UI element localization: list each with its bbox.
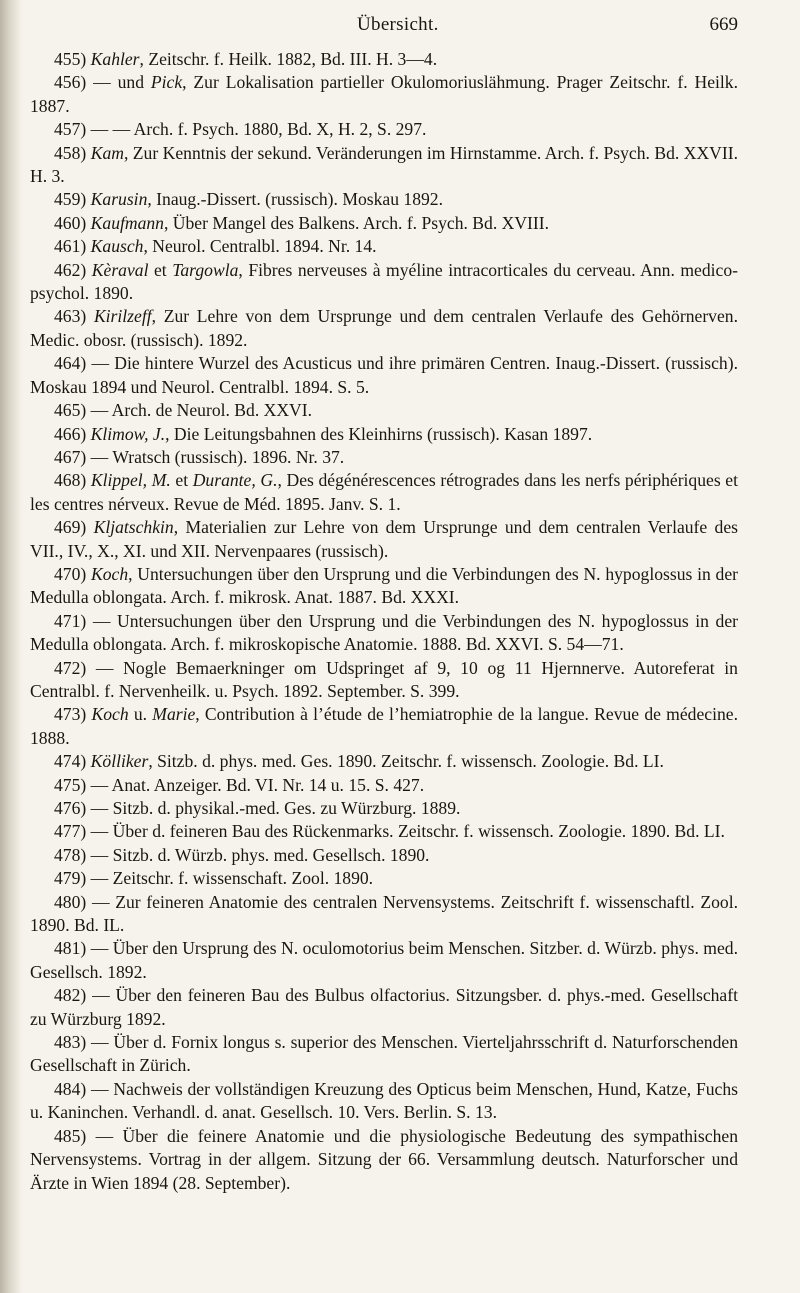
entry-citation: — Nogle Bemaerkninger om Udspringet af 9, 10 og 11 Hjernnerve. Autoreferat in Centralbl. f. Nervenheilk. u. Psych. 1892. September. S. 399. <box>30 657 738 701</box>
entry-number: 467) <box>54 446 87 467</box>
bibliography-entry <box>30 1078 738 1125</box>
entry-number: 460) <box>54 212 87 233</box>
bibliography-entry <box>30 750 738 773</box>
bibliography-entry <box>30 797 738 820</box>
bibliography-entry <box>30 516 738 563</box>
entry-number: 477) <box>54 821 87 842</box>
entry-number: 468) <box>54 470 87 491</box>
entry-citation: — Anat. Anzeiger. Bd. VI. Nr. 14 u. 15. S. 427. <box>90 774 425 795</box>
bibliography-entry <box>30 188 738 211</box>
entry-citation: — Über die feinere Anatomie und die physiologische Bedeutung des sympathischen Nervensystems. Vortrag in der allgem. Sitzung der 66. Versammlung deutsch. Naturforscher und Ärzte in Wien 1894 (28. September). <box>30 1125 738 1193</box>
entry-citation: , Inaug.-Dissert. (russisch). Moskau 1892. <box>147 189 444 210</box>
entry-number: 484) <box>54 1078 87 1099</box>
running-title: Übersicht. <box>357 14 439 35</box>
entry-citation: , Fibres nerveuses à myéline intracorticales du cerveau. Ann. medico-psychol. 1890. <box>30 259 739 304</box>
entry-coauthor: Marie <box>152 704 196 725</box>
entry-author: Kölliker <box>90 751 149 772</box>
bibliography-entry <box>30 703 738 750</box>
entry-number: 475) <box>54 774 87 795</box>
bibliography-entry <box>30 423 738 446</box>
entry-citation: — Wratsch (russisch). 1896. Nr. 37. <box>90 446 345 467</box>
bibliography-entry <box>30 235 738 258</box>
bibliography-entry <box>30 212 738 235</box>
entry-connector: — und <box>93 72 151 93</box>
bibliography-entry <box>30 48 738 71</box>
bibliography-entry <box>30 774 738 797</box>
entry-number: 465) <box>54 400 87 421</box>
entry-author: Klippel, M. <box>90 470 171 491</box>
entry-citation: , Sitzb. d. phys. med. Ges. 1890. Zeitschr. f. wissensch. Zoologie. Bd. LI. <box>148 751 664 772</box>
entry-number: 479) <box>54 868 87 889</box>
bibliography-entry <box>30 891 738 938</box>
entry-number: 483) <box>54 1032 87 1053</box>
bibliography-entry <box>30 984 738 1031</box>
entry-citation: , Zur Lokalisation partieller Okulomoriuslähmung. Prager Zeitschr. f. Heilk. 1887. <box>30 72 738 116</box>
bibliography-entry <box>30 1125 738 1195</box>
entry-number: 473) <box>54 704 87 725</box>
entry-number: 456) <box>54 72 87 93</box>
bibliography-entry <box>30 71 738 118</box>
entry-number: 474) <box>54 751 87 772</box>
entry-connector: u. <box>128 704 153 725</box>
entry-author: Kahler <box>90 49 140 69</box>
bibliography-entry <box>30 820 738 843</box>
bibliography-entry <box>30 867 738 890</box>
entry-number: 480) <box>54 891 87 912</box>
entry-number: 455) <box>54 49 87 69</box>
entry-author: Karusin <box>90 189 148 210</box>
entry-number: 458) <box>54 142 87 163</box>
entry-number: 464) <box>54 353 87 374</box>
bibliography-entry <box>30 937 738 984</box>
entry-citation: — Die hintere Wurzel des Acusticus und ihre primären Centren. Inaug.-Dissert. (russisch). Moskau 1894 und Neurol. Centralbl. 1894. S. 5. <box>30 353 738 397</box>
entry-citation: , Zur Kenntnis der sekund. Veränderungen im Hirnstamme. Arch. f. Psych. Bd. XXVII. H. 3. <box>30 142 738 187</box>
bibliography-entry <box>30 446 738 469</box>
entry-citation: — — Arch. f. Psych. 1880, Bd. X, H. 2, S. 297. <box>90 119 427 140</box>
entry-connector: et <box>148 259 173 280</box>
entry-citation: — Zeitschr. f. wissenschaft. Zool. 1890. <box>90 868 374 889</box>
entry-citation: — Arch. de Neurol. Bd. XXVI. <box>90 400 313 421</box>
entry-coauthor: Targowla <box>172 259 239 280</box>
bibliography-entry <box>30 305 738 352</box>
entry-author: Koch <box>91 563 129 584</box>
entry-citation: , Untersuchungen über den Ursprung und die Verbindungen des N. hypoglossus in der Medulla oblongata. Arch. f. mikrosk. Anat. 1887. Bd. XXXI. <box>30 563 738 608</box>
entry-citation: — Über d. Fornix longus s. superior des Menschen. Vierteljahrsschrift d. Naturforschenden Gesellschaft in Zürich. <box>30 1032 739 1076</box>
entry-citation: — Sitzb. d. Würzb. phys. med. Gesellsch. 1890. <box>90 844 430 865</box>
entry-citation: , Des dégénérescences rétrogrades dans les nerfs périphériques et les centres nérveux. Revue de Méd. 1895. Janv. S. 1. <box>30 470 739 514</box>
entry-author: Kam <box>90 142 124 163</box>
entry-coauthor: Pick <box>150 72 183 93</box>
entry-number: 461) <box>54 236 87 257</box>
entry-number: 462) <box>54 259 87 280</box>
entry-citation: , Zeitschr. f. Heilk. 1882, Bd. III. H. 3—4. <box>139 49 438 69</box>
entry-citation: — Über den Ursprung des N. oculomotorius beim Menschen. Sitzber. d. Würzb. phys. med. Gesellsch. 1892. <box>30 938 738 982</box>
bibliography-entry <box>30 563 738 610</box>
bibliography-entry <box>30 610 738 657</box>
bibliography-entry <box>30 352 738 399</box>
entry-number: 471) <box>54 610 87 631</box>
entry-citation: , Zur Lehre von dem Ursprunge und dem centralen Verlaufe des Gehörnerven. Medic. obosr. (russisch). 1892. <box>30 306 738 350</box>
entry-author: Kaufmann <box>90 212 164 233</box>
entry-number: 476) <box>54 798 87 818</box>
bibliography-entry <box>30 1031 738 1078</box>
entry-citation: — Untersuchungen über den Ursprung und die Verbindungen des N. hypoglossus in der Medulla oblongata. Arch. f. mikroskopische Anatomie. 1888. Bd. XXVI. S. 54—71. <box>30 610 739 655</box>
entry-author: Kèraval <box>91 259 149 280</box>
entry-number: 482) <box>54 985 87 1006</box>
entry-citation: — Über den feineren Bau des Bulbus olfactorius. Sitzungsber. d. phys.-med. Gesellschaft zu Würzburg 1892. <box>30 985 738 1029</box>
entry-number: 485) <box>54 1125 87 1146</box>
entry-author: Klimow, J. <box>90 423 166 444</box>
bibliography-entry <box>30 657 738 704</box>
entry-author: Koch <box>91 704 129 725</box>
bibliography-entry <box>30 844 738 867</box>
entry-citation: , Materialien zur Lehre von dem Ursprunge und dem centralen Verlaufe des VII., IV., X., XI. und XII. Nervenpaares (russisch). <box>30 517 738 561</box>
bibliography-entry <box>30 259 738 306</box>
page-number: 669 <box>709 14 738 35</box>
page-binding-shadow <box>0 0 22 1293</box>
entry-citation: , Über Mangel des Balkens. Arch. f. Psych. Bd. XVIII. <box>163 212 550 233</box>
entry-number: 472) <box>54 657 87 678</box>
entry-citation: — Sitzb. d. physikal.-med. Ges. zu Würzburg. 1889. <box>90 798 461 818</box>
entry-citation: , Contribution à l’étude de l’hemiatrophie de la langue. Revue de médecine. 1888. <box>30 704 738 748</box>
bibliography-entry <box>30 399 738 422</box>
entry-author: Kausch <box>90 236 144 257</box>
bibliography-entry <box>30 118 738 141</box>
entry-number: 470) <box>54 563 87 584</box>
entry-number: 478) <box>54 844 87 865</box>
bibliography-list <box>30 48 738 1195</box>
entry-citation: — Zur feineren Anatomie des centralen Nervensystems. Zeitschrift f. wissenschaftl. Zool. 1890. Bd. IL. <box>30 891 738 936</box>
bibliography-entry <box>30 142 738 189</box>
entry-connector: et <box>170 470 193 491</box>
entry-citation: , Die Leitungsbahnen des Kleinhirns (russisch). Kasan 1897. <box>165 423 593 444</box>
entry-author: Kljatschkin <box>93 517 174 538</box>
entry-number: 469) <box>54 517 87 538</box>
entry-number: 457) <box>54 119 87 140</box>
entry-number: 466) <box>54 423 87 444</box>
entry-citation: , Neurol. Centralbl. 1894. Nr. 14. <box>143 236 377 257</box>
entry-coauthor: Durante, G. <box>192 470 278 491</box>
page-header <box>0 12 800 42</box>
entry-number: 459) <box>54 189 87 210</box>
entry-citation: — Nachweis der vollständigen Kreuzung des Opticus beim Menschen, Hund, Katze, Fuchs u. Kaninchen. Verhandl. d. anat. Gesellsch. 10. Vers. Berlin. S. 13. <box>30 1078 738 1123</box>
entry-number: 463) <box>54 306 87 327</box>
bibliography-entry <box>30 469 738 516</box>
entry-number: 481) <box>54 938 87 959</box>
entry-author: Kirilzeff <box>93 306 152 327</box>
entry-citation: — Über d. feineren Bau des Rückenmarks. Zeitschr. f. wissensch. Zoologie. 1890. Bd. LI. <box>90 821 725 842</box>
